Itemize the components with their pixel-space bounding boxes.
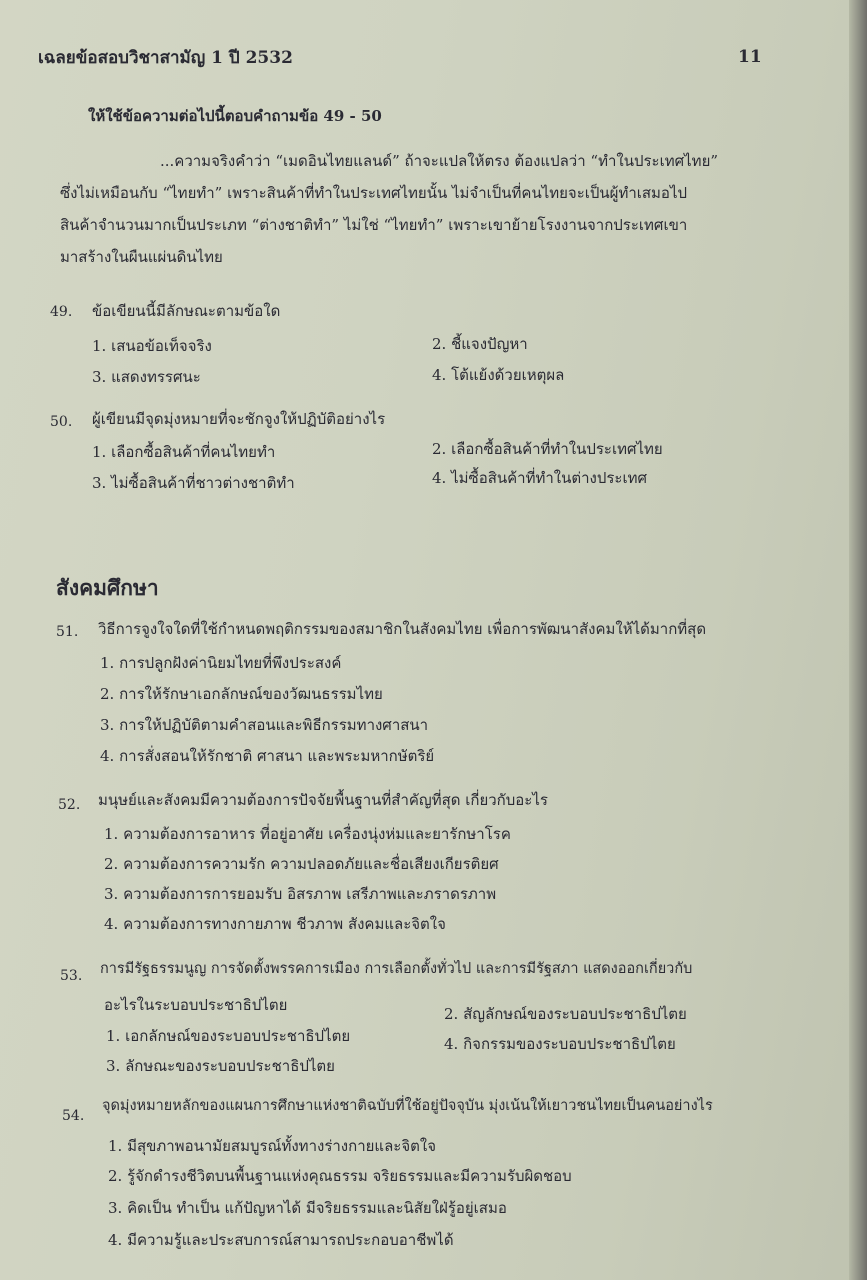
option: 2. ชี้แจงปัญหา [432, 335, 528, 353]
question-number: 53. [60, 968, 83, 984]
passage-line: มาสร้างในผืนแผ่นดินไทย [60, 248, 223, 266]
option: 4. กิจกรรมของระบอบประชาธิปไตย [444, 1035, 676, 1053]
option: 2. เลือกซื้อสินค้าที่ทำในประเทศไทย [432, 440, 663, 458]
question-text: วิธีการจูงใจใดที่ใช้กำหนดพฤติกรรมของสมาชิกในสังคมไทย เพื่อการพัฒนาสังคมให้ได้มากที่สุด [98, 620, 707, 638]
option: 1. เอกลักษณ์ของระบอบประชาธิปไตย [106, 1027, 351, 1045]
option: 4. ไม่ซื้อสินค้าที่ทำในต่างประเทศ [432, 469, 648, 487]
question-number: 50. [50, 414, 73, 430]
option: 4. โต้แย้งด้วยเหตุผล [432, 366, 565, 384]
option: 1. เสนอข้อเท็จจริง [92, 337, 212, 355]
passage-line: สินค้าจำนวนมากเป็นประเภท “ต่างชาติทำ” ไม่ใช่ “ไทยทำ” เพราะเขาย้ายโรงงานจากประเทศเขา [60, 216, 688, 234]
passage-instruction: ให้ใช้ข้อความต่อไปนี้ตอบคำถามข้อ 49 - 50 [88, 107, 382, 125]
option: 2. รู้จักดำรงชีวิตบนพื้นฐานแห่งคุณธรรม จริยธรรมและมีความรับผิดชอบ [108, 1167, 572, 1185]
question-text: ผู้เขียนมีจุดมุ่งหมายที่จะชักจูงให้ปฏิบัติอย่างไร [92, 410, 386, 428]
option: 3. การให้ปฏิบัติตามคำสอนและพิธีกรรมทางศาสนา [100, 716, 429, 734]
question-number: 49. [50, 304, 73, 320]
question-text: การมีรัฐธรรมนูญ การจัดตั้งพรรคการเมือง การเลือกตั้งทั่วไป และการมีรัฐสภา แสดงออกเกี่ยวกับ [100, 961, 693, 977]
question-text: จุดมุ่งหมายหลักของแผนการศึกษาแห่งชาติฉบับที่ใช้อยู่ปัจจุบัน มุ่งเน้นให้เยาวชนไทยเป็นคนอย่างไร [102, 1098, 713, 1114]
option: 1. มีสุขภาพอนามัยสมบูรณ์ทั้งทางร่างกายและจิตใจ [108, 1137, 436, 1155]
question-text: มนุษย์และสังคมมีความต้องการปัจจัยพื้นฐานที่สำคัญที่สุด เกี่ยวกับอะไร [98, 791, 548, 809]
question-number: 52. [58, 797, 81, 813]
question-number: 54. [62, 1108, 85, 1124]
question-text: ข้อเขียนนี้มีลักษณะตามข้อใด [92, 302, 281, 320]
option: 1. การปลูกฝังค่านิยมไทยที่พึงประสงค์ [100, 654, 342, 672]
option: 2. ความต้องการความรัก ความปลอดภัยและชื่อเสียงเกียรติยศ [104, 855, 499, 873]
section-title: สังคมศึกษา [56, 575, 159, 600]
passage-line: ซึ่งไม่เหมือนกับ “ไทยทำ” เพราะสินค้าที่ทำในประเทศไทยนั้น ไม่จำเป็นที่คนไทยจะเป็นผู้ทำเสมอไป [60, 184, 688, 202]
option: 4. มีความรู้และประสบการณ์สามารถประกอบอาชีพได้ [108, 1231, 454, 1249]
option: 4. การสั่งสอนให้รักชาติ ศาสนา และพระมหากษัตริย์ [100, 747, 435, 765]
option: 3. ลักษณะของระบอบประชาธิปไตย [106, 1057, 335, 1075]
option: 2. การให้รักษาเอกลักษณ์ของวัฒนธรรมไทย [100, 685, 383, 703]
question-number: 51. [56, 624, 79, 640]
option: 3. คิดเป็น ทำเป็น แก้ปัญหาได้ มีจริยธรรมและนิสัยใฝ่รู้อยู่เสมอ [108, 1199, 507, 1217]
option: 3. ไม่ซื้อสินค้าที่ชาวต่างชาติทำ [92, 474, 295, 492]
page-edge-shadow [849, 0, 867, 1280]
option: 1. ความต้องการอาหาร ที่อยู่อาศัย เครื่องนุ่งห่มและยารักษาโรค [104, 825, 511, 843]
option: 3. ความต้องการการยอมรับ อิสรภาพ เสรีภาพและภราดรภาพ [104, 885, 497, 903]
option: 2. สัญลักษณ์ของระบอบประชาธิปไตย [444, 1005, 687, 1023]
option: 3. แสดงทรรศนะ [92, 368, 201, 386]
passage-line: ...ความจริงคำว่า “เมดอินไทยแลนด์” ถ้าจะแปลให้ตรง ต้องแปลว่า “ทำในประเทศไทย” [160, 152, 719, 170]
option: 1. เลือกซื้อสินค้าที่คนไทยทำ [92, 443, 276, 461]
page-header-title: เฉลยข้อสอบวิชาสามัญ 1 ปี 2532 [38, 48, 293, 68]
option: 4. ความต้องการทางกายภาพ ชีวภาพ สังคมและจิตใจ [104, 915, 446, 933]
page-number: 11 [738, 47, 762, 67]
question-text-continued: อะไรในระบอบประชาธิปไตย [104, 996, 288, 1014]
